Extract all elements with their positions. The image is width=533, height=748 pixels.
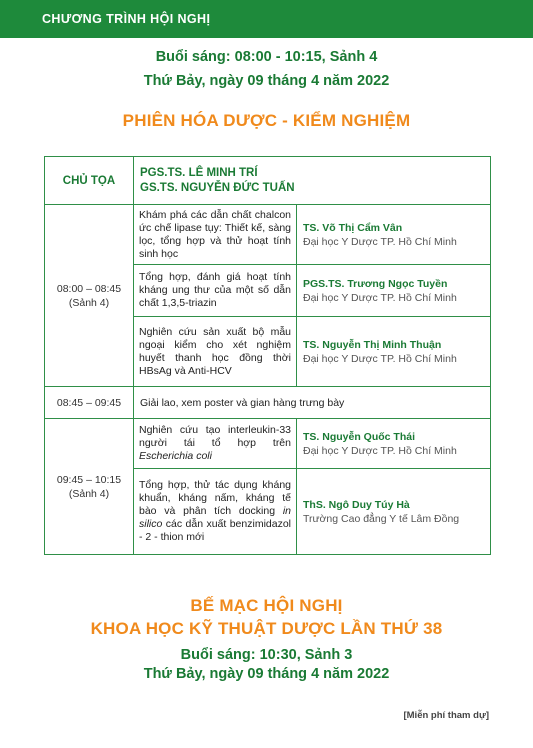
session-title: PHIÊN HÓA DƯỢC - KIỂM NGHIỆM — [122, 111, 411, 130]
closing-time-line: Buổi sáng: 10:30, Sảnh 3 — [180, 647, 353, 663]
talk-topic: Tổng hợp, đánh giá hoạt tính kháng ung thư của một số dẫn chất 1,3,5-triazin — [134, 265, 297, 317]
talk-topic-text: Nghiên cứu tạo interleukin-33 người tái tổ hợp trên — [139, 424, 291, 449]
chair-name: PGS.TS. LÊ MINH TRÍ — [140, 166, 258, 179]
talk-speaker-cell — [297, 317, 491, 387]
chair-names — [134, 157, 491, 205]
closing-title-line2: KHOA HỌC KỸ THUẬT DƯỢC LẦN THỨ 38 — [90, 619, 443, 638]
speaker-name: TS. Nguyễn Thị Minh Thuận — [303, 338, 442, 351]
chair-row — [45, 157, 491, 205]
table-row — [45, 205, 491, 265]
chair-name: GS.TS. NGUYỄN ĐỨC TUẤN — [140, 181, 295, 194]
time-slot-cell — [45, 419, 134, 555]
break-row — [45, 387, 491, 419]
chair-label: CHỦ TỌA — [45, 157, 134, 205]
schedule-table — [44, 156, 491, 555]
speaker-name: TS. Nguyễn Quốc Thái — [303, 430, 416, 443]
time-slot-room: (Sảnh 4) — [68, 296, 110, 309]
talk-topic-text: Tổng hợp, thử tác dụng kháng khuẩn, kháng nấm, kháng tế bào và phân tích docking — [139, 479, 291, 517]
time-slot-room: (Sảnh 4) — [68, 487, 110, 500]
page-header-bar — [0, 0, 533, 38]
time-slot: 08:00 – 08:45 — [56, 282, 122, 295]
talk-topic-text: các dẫn xuất benzimidazol - 2 - thion mới — [139, 518, 291, 543]
talk-topic-italic: Escherichia coli — [139, 450, 212, 462]
speaker-name: PGS.TS. Trương Ngọc Tuyền — [303, 277, 448, 290]
table-row — [45, 419, 491, 469]
talk-speaker-cell — [297, 469, 491, 555]
time-slot: 09:45 – 10:15 — [56, 473, 122, 486]
time-slot-cell — [45, 205, 134, 387]
speaker-org: Đại học Y Dược TP. Hồ Chí Minh — [303, 291, 457, 304]
talk-topic — [134, 469, 297, 555]
talk-speaker-cell — [297, 419, 491, 469]
speaker-org: Đại học Y Dược TP. Hồ Chí Minh — [303, 352, 457, 365]
talk-topic: Khám phá các dẫn chất chalcon ức chế lipase tụy: Thiết kế, sàng lọc, tổng hợp và thử hoạt tính sinh học — [134, 205, 297, 265]
closing-date-line: Thứ Bảy, ngày 09 tháng 4 năm 2022 — [143, 666, 390, 682]
talk-topic-italic: in silico — [139, 505, 291, 530]
speaker-name: TS. Võ Thị Cẩm Vân — [303, 221, 403, 234]
break-time: 08:45 – 09:45 — [45, 387, 134, 419]
speaker-org: Đại học Y Dược TP. Hồ Chí Minh — [303, 235, 457, 248]
talk-topic — [134, 419, 297, 469]
talk-topic: Nghiên cứu sản xuất bộ mẫu ngoại kiểm cho xét nghiệm huyết thanh học đồng thời HBsAg và Anti-HCV — [134, 317, 297, 387]
closing-title-line1: BẾ MẠC HỘI NGHỊ — [190, 596, 343, 615]
break-text: Giải lao, xem poster và gian hàng trưng bày — [134, 387, 491, 419]
morning-date-line: Thứ Bảy, ngày 09 tháng 4 năm 2022 — [143, 73, 390, 89]
talk-speaker-cell — [297, 205, 491, 265]
free-admission-note: [Miễn phí tham dự] — [403, 710, 489, 721]
speaker-org: Trường Cao đẳng Y tế Lâm Đồng — [303, 512, 460, 525]
morning-time-line: Buổi sáng: 08:00 - 10:15, Sảnh 4 — [155, 49, 378, 65]
speaker-name: ThS. Ngô Duy Túy Hà — [303, 498, 410, 511]
page-header-title: CHƯƠNG TRÌNH HỘI NGHỊ — [42, 12, 211, 26]
talk-speaker-cell — [297, 265, 491, 317]
speaker-org: Đại học Y Dược TP. Hồ Chí Minh — [303, 444, 457, 457]
